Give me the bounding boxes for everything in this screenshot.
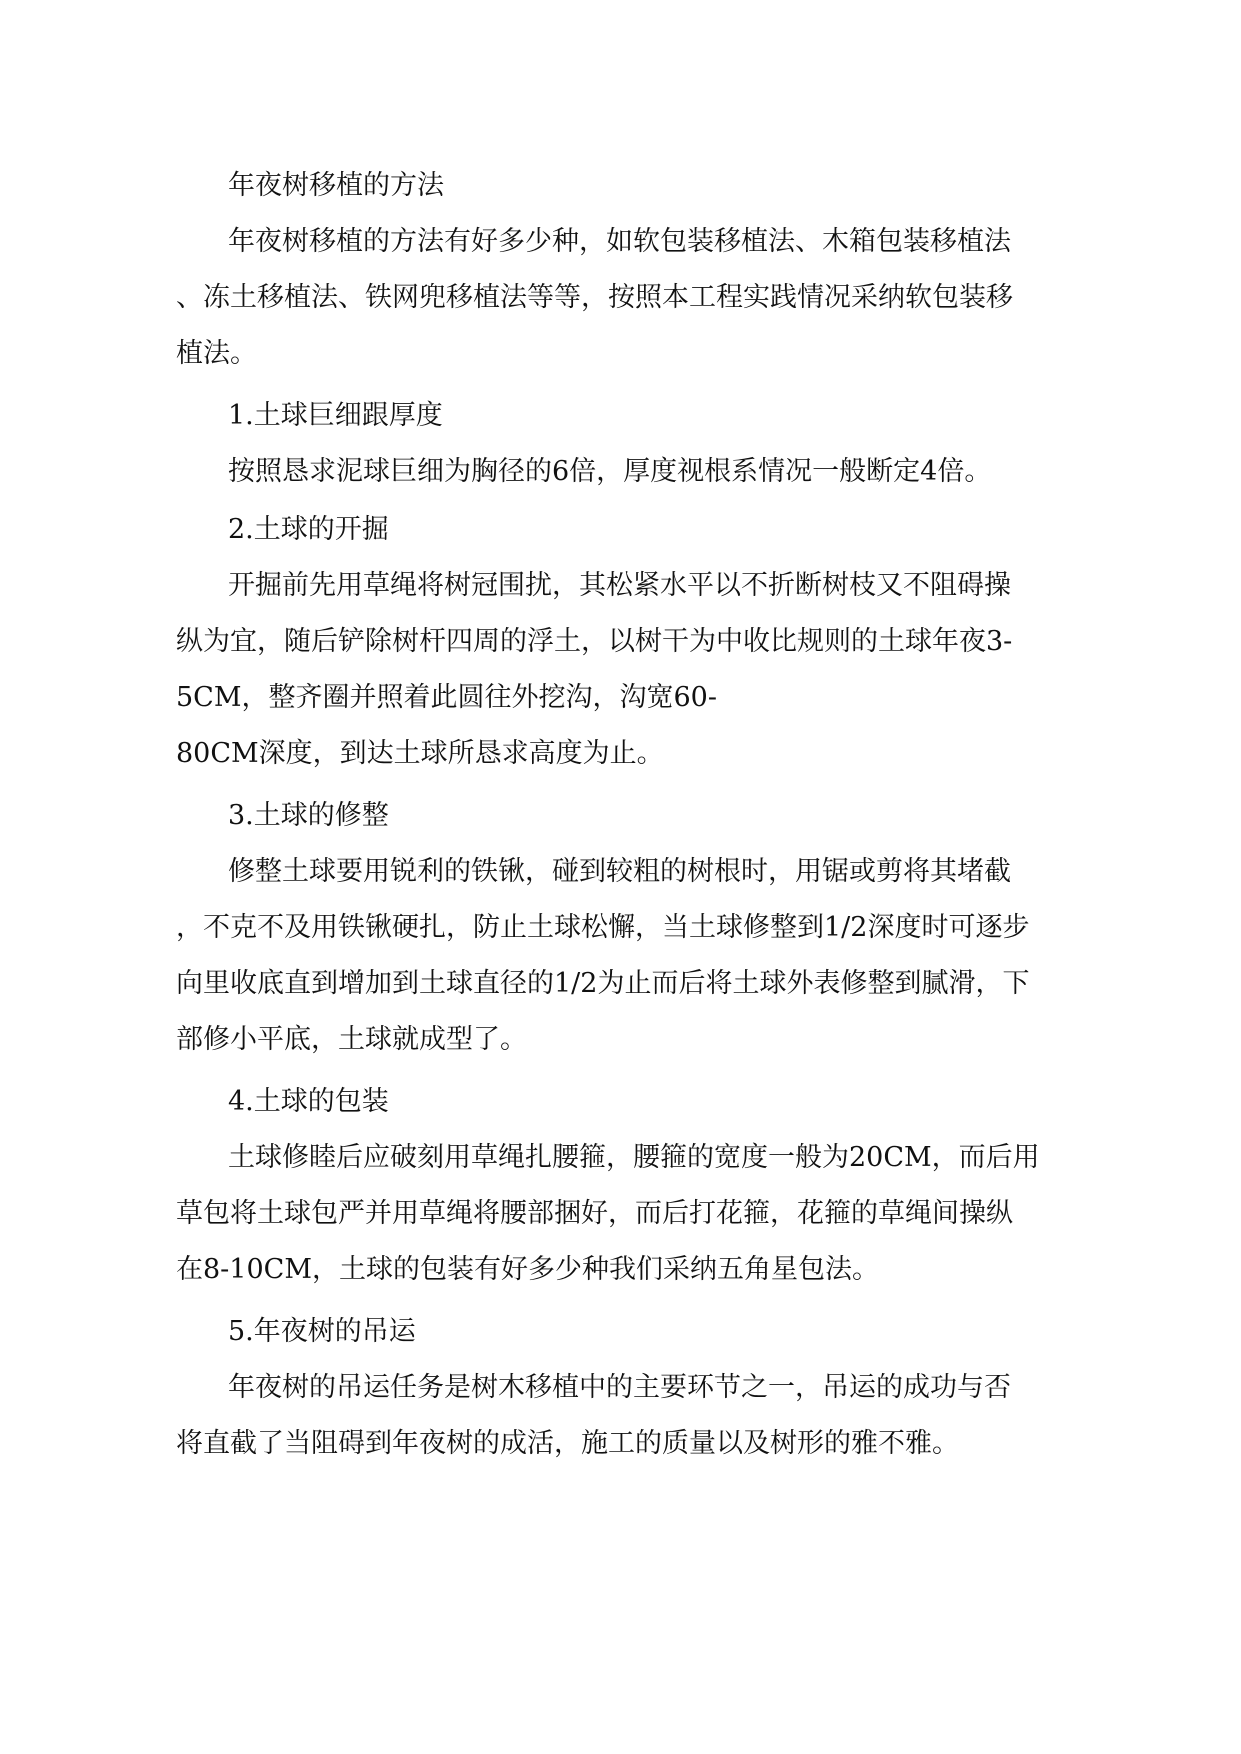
- intro-line-1: 年夜树移植的方法有好多少种，如软包装移植法、木箱包装移植法: [228, 226, 1011, 257]
- section-3-line-4: 部修小平底，土球就成型了。: [176, 1024, 527, 1055]
- section-3-heading: 3.土球的修整: [228, 800, 389, 831]
- intro-line-2: 、冻土移植法、铁网兜移植法等等，按照本工程实践情况采纳软包装移: [176, 282, 1013, 313]
- section-1-line-1: 按照恳求泥球巨细为胸径的6倍，厚度视根系情况一般断定4倍。: [228, 456, 992, 487]
- section-3-line-1: 修整土球要用锐利的铁锹，碰到较粗的树根时，用锯或剪将其堵截: [228, 856, 1011, 887]
- section-2-line-4: 80CM深度，到达土球所恳求高度为止。: [176, 738, 664, 769]
- section-4-line-2: 草包将土球包严并用草绳将腰部捆好，而后打花箍，花箍的草绳间操纵: [176, 1198, 1013, 1229]
- section-2-line-3: 5CM，整齐圈并照着此圆往外挖沟，沟宽60-: [176, 682, 717, 713]
- section-2-heading: 2.土球的开掘: [228, 514, 389, 545]
- section-2-line-2: 纵为宜，随后铲除树杆四周的浮土，以树干为中收比规则的土球年夜3-: [176, 626, 1013, 657]
- section-1-heading: 1.土球巨细跟厚度: [228, 400, 443, 431]
- section-2-line-1: 开掘前先用草绳将树冠围扰，其松紧水平以不折断树枝又不阻碍操: [228, 570, 1011, 601]
- section-5-line-1: 年夜树的吊运任务是树木移植中的主要环节之一，吊运的成功与否: [228, 1372, 1011, 1403]
- section-4-heading: 4.土球的包装: [228, 1086, 389, 1117]
- section-4-line-3: 在8-10CM，土球的包装有好多少种我们采纳五角星包法。: [176, 1254, 879, 1285]
- document-title: 年夜树移植的方法: [228, 170, 444, 201]
- section-3-line-3: 向里收底直到增加到土球直径的1/2为止而后将土球外表修整到腻滑，下: [176, 968, 1030, 999]
- section-5-line-2: 将直截了当阻碍到年夜树的成活，施工的质量以及树形的雅不雅。: [176, 1428, 959, 1459]
- section-5-heading: 5.年夜树的吊运: [228, 1316, 416, 1347]
- section-4-line-1: 土球修睦后应破刻用草绳扎腰箍，腰箍的宽度一般为20CM，而后用: [228, 1142, 1040, 1173]
- intro-line-3: 植法。: [176, 338, 257, 369]
- section-3-line-2: ，不克不及用铁锹硬扎，防止土球松懈，当土球修整到1/2深度时可逐步: [176, 912, 1030, 943]
